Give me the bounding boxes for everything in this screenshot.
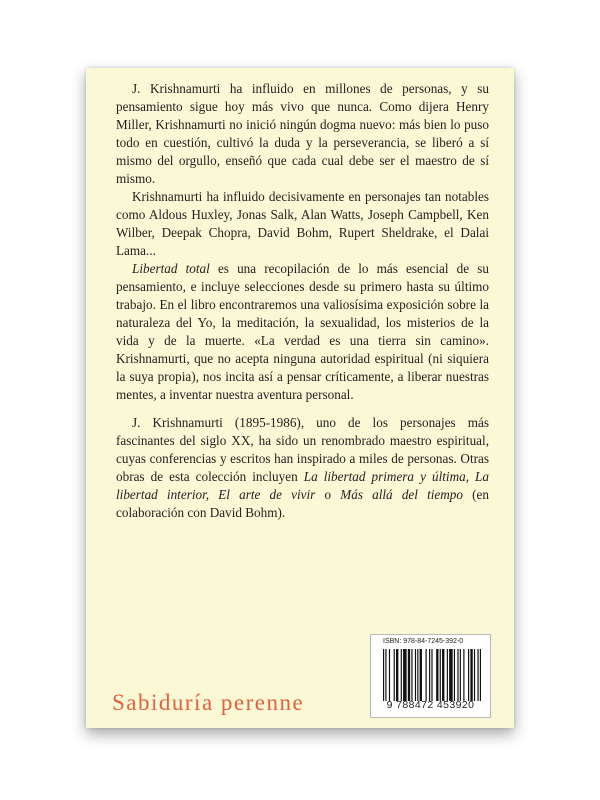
author-bio-paragraph [116, 414, 489, 522]
barcode-bar [411, 649, 412, 701]
barcode-bar [385, 649, 386, 701]
barcode-bar [460, 649, 461, 701]
barcode-bar [474, 649, 475, 701]
barcode-bar [477, 649, 478, 701]
barcode-bar [383, 649, 384, 701]
blurb-paragraph-3-text: es una recopilación de lo más esencial de su pensamiento, e incluye selecciones desde su primero hasta su último trabajo. En el libro encontraremos una valiosísima exposición sobre la naturaleza del Yo, la meditación, la sexualidad, los misterios de la vida y de la muerte. «La verdad es una tierra sin camino». Krishnamurti, que no acepta ninguna autoridad espiritual (ni siquiera la suya propia), nos incita así a pensar críticamente, a liberar nuestras mentes, a inventar nuestra aventura personal. [116, 261, 489, 402]
barcode-bar [403, 649, 407, 701]
bio-text-1: J. Krishnamurti (1895-1986), uno de los personajes más fascinantes del siglo XX, ha sido un renombrado maestro espiritual, cuyas conferencias y escritos han inspirado a miles de personas. Otras obras de esta colección incluyen [116, 415, 489, 484]
barcode-bar [415, 649, 416, 701]
barcode-bar [480, 649, 481, 701]
barcode-bar [394, 649, 395, 701]
barcode-bar [396, 649, 398, 701]
barcode-bar [440, 649, 441, 701]
barcode-bar [431, 649, 432, 701]
blurb-paragraph-1: J. Krishnamurti ha influido en millones de personas, y su pensamiento sigue hoy más vivo que nunca. Como dijera Henry Miller, Krishnamurti no inició ningún dogma nuevo: más bien lo puso todo en cuestión, cultivó la duda y la perseverancia, se liberó a sí mismo del orgullo, enseñó que cada cual debe ser el maestro de sí mismo. [116, 81, 489, 186]
barcode-icon [383, 649, 481, 701]
barcode-bar [468, 649, 469, 701]
barcode-bar [449, 649, 453, 701]
bio-work-2-italic: Más allá del tiempo [340, 487, 463, 502]
bio-text-3: (en colaboración con David Bohm). [116, 487, 490, 520]
blurb-paragraph-3 [116, 260, 489, 404]
bio-works-italic: La libertad primera y última, La libertad interior, El arte de vivir [116, 469, 489, 502]
barcode-bar [447, 649, 448, 701]
barcode-bar [420, 649, 422, 701]
barcode-bar [436, 649, 438, 701]
barcode-bar [457, 649, 458, 701]
blurb-paragraph-2-text: Krishnamurti ha influido decisivamente en personajes tan notables como Aldous Huxley, Jonas Salk, Alan Watts, Joseph Campbell, Ken Wilber, Deepak Chopra, David Bohm, Rupert Sheldrake, el Dalai Lama... [116, 189, 489, 258]
cover-text-block [116, 80, 489, 522]
barcode-panel [370, 634, 491, 718]
barcode-bar [463, 649, 464, 701]
barcode-bar [401, 649, 402, 701]
barcode-digits: 9 788472 453920 [386, 699, 475, 711]
barcode-bar [389, 649, 390, 701]
barcode-bar [408, 649, 410, 701]
book-title-italic: Libertad total [132, 261, 210, 276]
isbn-label: ISBN: 978-84-7245-392-0 [383, 638, 464, 645]
barcode-bar [470, 649, 472, 701]
bio-text-2: o [315, 487, 341, 502]
barcode-bar [442, 649, 444, 701]
barcode-bar [454, 649, 455, 701]
barcode-bar [429, 649, 430, 701]
blurb-paragraph-2 [116, 188, 489, 260]
book-back-cover [86, 68, 514, 728]
barcode-bar [426, 649, 427, 701]
barcode-bar [417, 649, 418, 701]
series-title: Sabiduría perenne [112, 690, 305, 715]
